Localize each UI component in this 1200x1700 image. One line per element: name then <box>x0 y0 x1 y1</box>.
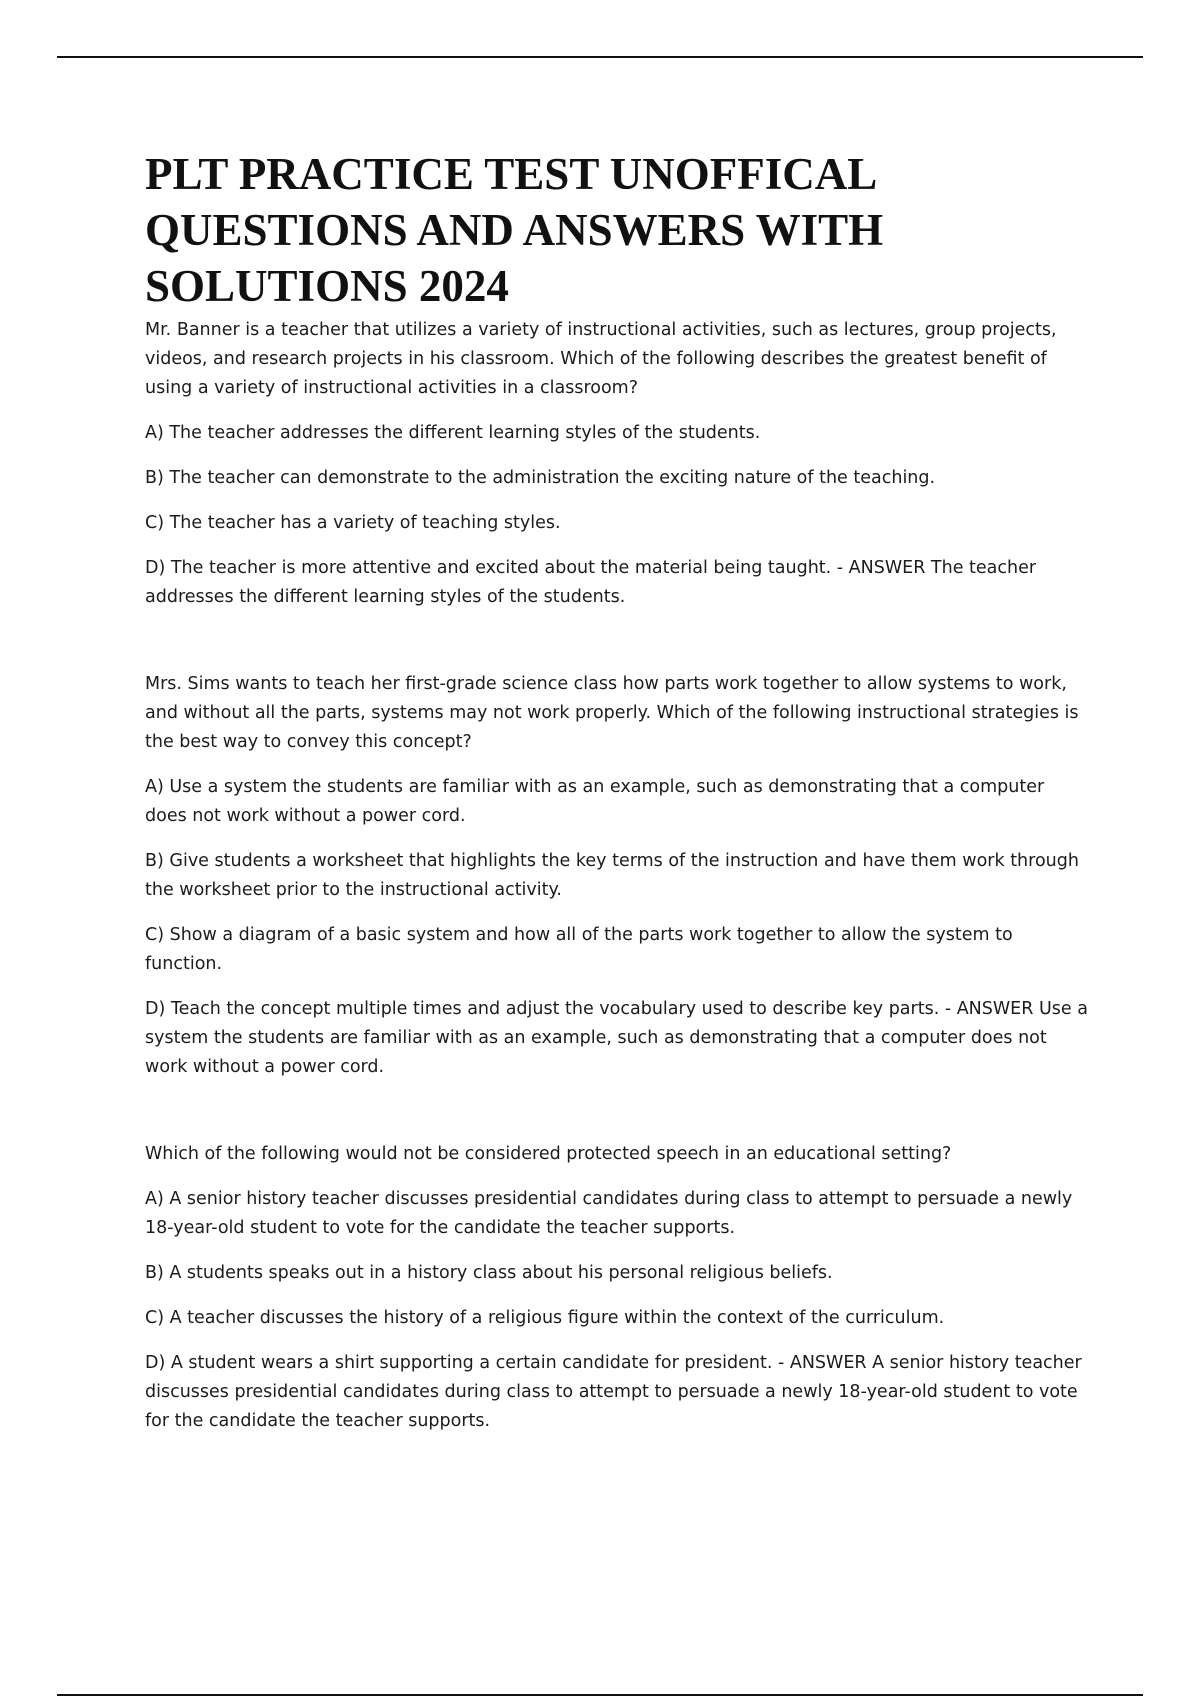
title-line: QUESTIONS AND ANSWERS WITH <box>145 205 884 255</box>
option-b: B) Give students a worksheet that highlights the key terms of the instruction and have them work through the worksheet prior to the instructional activity. <box>145 851 1079 900</box>
option-c: C) The teacher has a variety of teaching styles. <box>145 513 561 533</box>
option-b: B) A students speaks out in a history class about his personal religious beliefs. <box>145 1263 833 1283</box>
option-a: A) The teacher addresses the different learning styles of the students. <box>145 423 761 443</box>
option-b: B) The teacher can demonstrate to the administration the exciting nature of the teaching. <box>145 468 936 488</box>
document-page <box>145 146 1090 1436</box>
option-a: A) Use a system the students are familiar with as an example, such as demonstrating that a computer does not work without a power cord. <box>145 777 1045 826</box>
question-text: Mr. Banner is a teacher that utilizes a variety of instructional activities, such as lectures, group projects, videos, and research projects in his classroom. Which of the following describes the greatest benefit of using a variety of instructional activities in a classroom? <box>145 320 1057 398</box>
document-title <box>145 146 1090 314</box>
bottom-divider <box>57 1694 1143 1696</box>
option-d-with-answer: D) Teach the concept multiple times and adjust the vocabulary used to describe key parts. - ANSWER Use a system the students are familiar with as an example, such as demonstrating that a computer does not work without a power cord. <box>145 999 1088 1077</box>
option-c: C) A teacher discusses the history of a religious figure within the context of the curriculum. <box>145 1308 945 1328</box>
title-line: SOLUTIONS 2024 <box>145 261 509 311</box>
question-list <box>145 316 1090 1436</box>
option-d-with-answer: D) A student wears a shirt supporting a certain candidate for president. - ANSWER A senior history teacher discusses presidential candidates during class to attempt to persuade a newly 18-year-old student to vote for the candidate the teacher supports. <box>145 1353 1082 1431</box>
question-2 <box>145 670 1090 1082</box>
option-d-with-answer: D) The teacher is more attentive and excited about the material being taught. - ANSWER The teacher addresses the different learning styles of the students. <box>145 558 1037 607</box>
option-a: A) A senior history teacher discusses presidential candidates during class to attempt to persuade a newly 18-year-old student to vote for the candidate the teacher supports. <box>145 1189 1073 1238</box>
option-c: C) Show a diagram of a basic system and how all of the parts work together to allow the system to function. <box>145 925 1013 974</box>
question-1 <box>145 316 1090 612</box>
question-3 <box>145 1140 1090 1436</box>
top-divider <box>57 56 1143 58</box>
question-text: Which of the following would not be considered protected speech in an educational setting? <box>145 1144 952 1164</box>
title-line: PLT PRACTICE TEST UNOFFICAL <box>145 149 878 199</box>
question-text: Mrs. Sims wants to teach her first-grade science class how parts work together to allow systems to work, and without all the parts, systems may not work properly. Which of the following instructional strategies is the best way to convey this concept? <box>145 674 1079 752</box>
